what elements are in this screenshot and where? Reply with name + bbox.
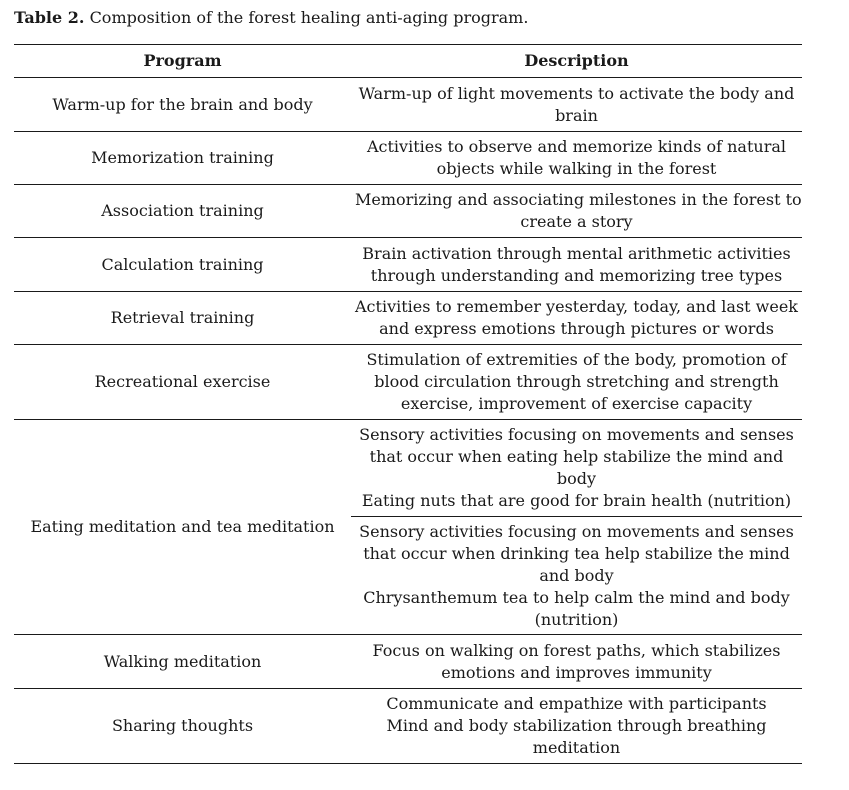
description-line: that occur when drinking tea help stabilize the mind bbox=[363, 543, 790, 563]
description-line: Focus on walking on forest paths, which stabilizes bbox=[372, 640, 781, 660]
program-cell: Warm-up for the brain and body bbox=[14, 78, 351, 132]
description-cell bbox=[351, 132, 802, 185]
description-line: Sensory activities focusing on movements and senses bbox=[359, 425, 794, 444]
description-cell bbox=[351, 345, 802, 420]
description-cell bbox=[351, 517, 802, 635]
description-line: meditation bbox=[532, 738, 621, 757]
description-line: exercise, improvement of exercise capacity bbox=[400, 394, 753, 413]
description-line: emotions and improves immunity bbox=[441, 662, 712, 682]
program-table bbox=[14, 44, 802, 764]
caption-text: Composition of the forest healing anti-aging program. bbox=[89, 8, 529, 27]
description-line: Eating nuts that are good for brain health (nutrition) bbox=[361, 491, 792, 510]
table-row bbox=[14, 420, 802, 517]
caption-label: Table 2. bbox=[14, 8, 85, 27]
description-line: Mind and body stabilization through breathing bbox=[386, 716, 767, 735]
program-cell: Walking meditation bbox=[14, 635, 351, 689]
description-line: Activities to remember yesterday, today, and last week bbox=[355, 297, 798, 316]
table-row bbox=[14, 132, 802, 185]
header-description: Description bbox=[351, 45, 802, 78]
description-cell bbox=[351, 78, 802, 132]
description-cell bbox=[351, 292, 802, 345]
description-line: Chrysanthemum tea to help calm the mind and body bbox=[363, 587, 790, 607]
description-cell bbox=[351, 185, 802, 238]
description-line: brain bbox=[555, 105, 598, 125]
description-line: and body bbox=[539, 565, 614, 585]
description-cell bbox=[351, 635, 802, 689]
description-line: Warm-up of light movements to activate the body and bbox=[358, 83, 795, 103]
program-cell: Memorization training bbox=[14, 132, 351, 185]
description-line: Sensory activities focusing on movements and senses bbox=[359, 521, 794, 541]
description-line: Brain activation through mental arithmetic activities bbox=[362, 243, 791, 263]
description-line: body bbox=[556, 469, 597, 488]
table-row bbox=[14, 238, 802, 292]
description-cell bbox=[351, 689, 802, 764]
description-line: Communicate and empathize with participants bbox=[386, 694, 767, 713]
description-line: Memorizing and associating milestones in the forest to bbox=[355, 190, 802, 209]
description-line: and express emotions through pictures or words bbox=[379, 319, 774, 338]
table-row bbox=[14, 689, 802, 764]
table-row bbox=[14, 292, 802, 345]
description-line: objects while walking in the forest bbox=[436, 159, 717, 178]
program-cell: Calculation training bbox=[14, 238, 351, 292]
table-caption bbox=[14, 7, 528, 29]
program-cell: Recreational exercise bbox=[14, 345, 351, 420]
header-program: Program bbox=[14, 45, 351, 78]
table-row bbox=[14, 78, 802, 132]
table-row bbox=[14, 635, 802, 689]
table-row bbox=[14, 185, 802, 238]
description-line: Stimulation of extremities of the body, promotion of bbox=[366, 350, 787, 369]
description-cell bbox=[351, 238, 802, 292]
program-cell: Eating meditation and tea meditation bbox=[14, 420, 351, 635]
description-line: through understanding and memorizing tree types bbox=[370, 265, 783, 285]
description-line: Activities to observe and memorize kinds of natural bbox=[366, 137, 787, 156]
description-line: (nutrition) bbox=[534, 609, 619, 629]
program-cell: Retrieval training bbox=[14, 292, 351, 345]
program-cell: Sharing thoughts bbox=[14, 689, 351, 764]
program-cell: Association training bbox=[14, 185, 351, 238]
description-cell bbox=[351, 420, 802, 517]
description-line: that occur when eating help stabilize the mind and bbox=[369, 447, 784, 466]
description-line: create a story bbox=[520, 212, 633, 231]
description-line: blood circulation through stretching and strength bbox=[374, 372, 779, 391]
table-header-row bbox=[14, 45, 802, 78]
table-row bbox=[14, 345, 802, 420]
